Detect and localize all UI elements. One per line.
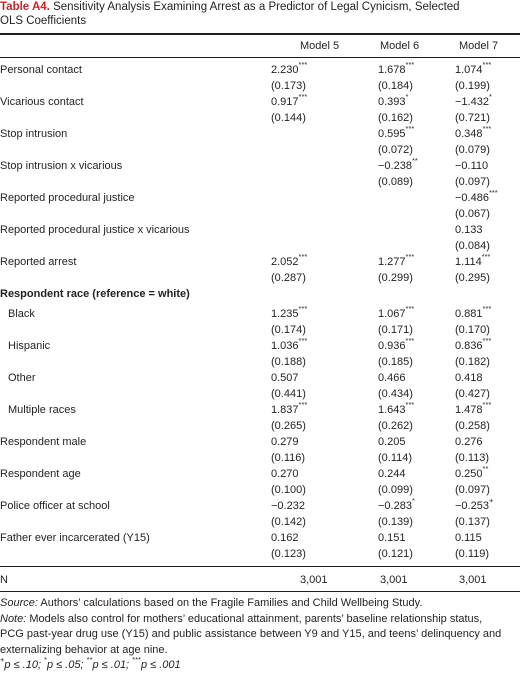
n-model-7: 3,001 — [459, 574, 487, 586]
coefficient-model-7 — [455, 498, 493, 514]
significance-marker: *** — [298, 92, 308, 102]
significance-marker: *** — [482, 336, 492, 346]
significance-marker: *** — [488, 188, 498, 198]
coefficient-value: −0.253 — [455, 500, 489, 512]
standard-error-model-6: (0.139) — [378, 516, 413, 528]
row-label: Reported procedural justice — [0, 192, 135, 204]
n-model-6: 3,001 — [380, 574, 408, 586]
n-rule — [0, 566, 520, 567]
coefficient-value: 1.643 — [378, 404, 406, 416]
significance-marker: * — [488, 92, 492, 102]
coefficient-model-6 — [378, 338, 414, 354]
coefficient-value: 1.074 — [455, 64, 483, 76]
coefficient-model-7 — [455, 126, 491, 142]
significance-marker: *** — [405, 60, 415, 70]
coefficient-model-5 — [271, 254, 307, 270]
header-rule — [0, 57, 520, 58]
standard-error-model-7: (0.097) — [455, 176, 490, 188]
coefficient-model-7 — [455, 402, 491, 418]
sig-1-text: p ≤ .05; — [46, 659, 87, 671]
significance-marker: *** — [482, 60, 492, 70]
coefficient-value: −0.238 — [378, 160, 412, 172]
coefficient-model-6 — [378, 402, 414, 418]
sig-1: * — [44, 655, 47, 665]
coefficient-model-7 — [455, 306, 491, 322]
significance-marker: ** — [411, 156, 418, 166]
coefficient-model-6 — [378, 158, 418, 174]
significance-marker: *** — [298, 400, 308, 410]
coefficient-value: 0.917 — [271, 96, 299, 108]
row-label: Stop intrusion x vicarious — [0, 160, 123, 172]
coefficient-model-6 — [378, 62, 414, 78]
coefficient-model-5 — [271, 62, 307, 78]
coefficient-value: 1.235 — [271, 308, 299, 320]
row-label: Vicarious contact — [0, 96, 84, 108]
note-line3: externalizing behavior at age nine. — [0, 643, 168, 656]
coefficient-value: 0.836 — [455, 340, 483, 352]
standard-error-model-5: (0.174) — [271, 324, 306, 336]
row-label: Reported arrest — [0, 256, 77, 268]
standard-error-model-7: (0.427) — [455, 388, 490, 400]
sig-3-text: p ≤ .001 — [140, 659, 181, 671]
standard-error-model-5: (0.100) — [271, 484, 306, 496]
coefficient-value: 0.244 — [378, 468, 406, 480]
standard-error-model-5: (0.287) — [271, 272, 306, 284]
coefficient-value: 1.067 — [378, 308, 406, 320]
coefficient-value: −1.432 — [455, 96, 489, 108]
significance-note — [0, 655, 520, 674]
significance-marker: *** — [298, 252, 308, 262]
standard-error-model-5: (0.142) — [271, 516, 306, 528]
coefficient-model-5 — [271, 402, 307, 418]
coefficient-model-6 — [378, 530, 406, 546]
coefficient-model-5 — [271, 466, 299, 482]
coefficient-model-7 — [455, 530, 482, 546]
standard-error-model-5: (0.265) — [271, 420, 306, 432]
significance-marker: *** — [298, 304, 308, 314]
coefficient-model-7 — [455, 370, 483, 386]
table-number: Table A4. — [0, 1, 50, 13]
standard-error-model-7: (0.067) — [455, 208, 490, 220]
coefficient-value: 0.270 — [271, 468, 299, 480]
coefficient-value: 0.393 — [378, 96, 406, 108]
source-text: Authors’ calculations based on the Fragile Families and Child Wellbeing Study. — [37, 597, 423, 609]
standard-error-model-5: (0.441) — [271, 388, 306, 400]
row-label: Other — [8, 372, 36, 384]
n-model-5: 3,001 — [300, 574, 328, 586]
coefficient-value: 0.250 — [455, 468, 483, 480]
row-label: Respondent male — [0, 436, 87, 448]
sig-3: *** — [132, 655, 141, 665]
coefficient-value: 0.276 — [455, 436, 483, 448]
coefficient-model-6 — [378, 94, 408, 110]
coefficient-model-7 — [455, 190, 498, 206]
standard-error-model-6: (0.184) — [378, 80, 413, 92]
note-line1: Models also control for mothers’ educational attainment, parents’ baseline relationship status, — [26, 612, 483, 625]
coefficient-value: 0.418 — [455, 372, 483, 384]
standard-error-model-6: (0.114) — [378, 452, 413, 464]
row-label: Respondent age — [0, 468, 81, 480]
coefficient-value: 0.162 — [271, 532, 299, 544]
row-label: Reported procedural justice x vicarious — [0, 224, 190, 236]
standard-error-model-7: (0.295) — [455, 272, 490, 284]
standard-error-model-7: (0.084) — [455, 240, 490, 252]
source-note — [0, 596, 520, 612]
coefficient-model-5 — [271, 498, 305, 514]
coefficient-value: 0.279 — [271, 436, 299, 448]
row-label: Black — [8, 308, 35, 320]
standard-error-model-7: (0.258) — [455, 420, 490, 432]
standard-error-model-6: (0.099) — [378, 484, 413, 496]
col-header-model-6: Model 6 — [380, 40, 420, 52]
coefficient-model-6 — [378, 126, 414, 142]
coefficient-model-6 — [378, 498, 415, 514]
significance-marker: *** — [481, 252, 491, 262]
standard-error-model-7: (0.079) — [455, 144, 490, 156]
row-label: Stop intrusion — [0, 128, 68, 140]
coefficient-value: 0.595 — [378, 128, 406, 140]
source-label: Source: — [0, 597, 38, 609]
coefficient-model-7 — [455, 94, 492, 110]
sig-plus: + — [0, 655, 5, 665]
standard-error-model-6: (0.089) — [378, 176, 413, 188]
significance-marker: * — [411, 496, 415, 506]
significance-marker: *** — [298, 60, 308, 70]
coefficient-value: 0.881 — [455, 308, 483, 320]
coefficient-model-5 — [271, 306, 307, 322]
coefficient-model-6 — [378, 254, 414, 270]
standard-error-model-7: (0.182) — [455, 356, 490, 368]
standard-error-model-6: (0.299) — [378, 272, 413, 284]
row-label: Police officer at school — [0, 500, 110, 512]
col-header-model-7: Model 7 — [459, 40, 499, 52]
significance-marker: *** — [482, 124, 492, 134]
coefficient-model-5 — [271, 338, 307, 354]
coefficient-value: 0.466 — [378, 372, 406, 384]
coefficient-value: −0.486 — [455, 192, 489, 204]
standard-error-model-7: (0.137) — [455, 516, 490, 528]
top-rule — [0, 33, 520, 35]
row-label: Multiple races — [8, 404, 76, 416]
row-label: Personal contact — [0, 64, 82, 76]
bottom-rule — [0, 591, 520, 592]
coefficient-value: 1.837 — [271, 404, 299, 416]
standard-error-model-7: (0.097) — [455, 484, 490, 496]
coefficient-value: 2.230 — [271, 64, 299, 76]
coefficient-value: −0.232 — [271, 500, 305, 512]
standard-error-model-7: (0.113) — [455, 452, 490, 464]
standard-error-model-7: (0.721) — [455, 112, 490, 124]
sig-2-text: p ≤ .01; — [92, 659, 133, 671]
coefficient-value: 1.478 — [455, 404, 483, 416]
coefficient-model-5 — [271, 370, 299, 386]
coefficient-value: 0.205 — [378, 436, 406, 448]
standard-error-model-5: (0.123) — [271, 548, 306, 560]
note-line2: PCG past-year drug use (Y15) and public assistance between Y9 and Y15, and teens’ delinquency and — [0, 628, 502, 640]
significance-marker: *** — [405, 304, 415, 314]
coefficient-model-7 — [455, 62, 491, 78]
coefficient-model-5 — [271, 434, 299, 450]
group-heading: Respondent race (reference = white) — [0, 288, 190, 300]
coefficient-value: 1.114 — [455, 256, 482, 268]
table-notes — [0, 596, 520, 674]
coefficient-value: 0.115 — [455, 532, 482, 544]
sig-plus-text: p ≤ .10; — [4, 659, 45, 671]
col-header-model-5: Model 5 — [300, 40, 340, 52]
coefficient-value: 1.277 — [378, 256, 406, 268]
coefficient-value: 1.678 — [378, 64, 406, 76]
table-title — [0, 0, 520, 28]
coefficient-model-5 — [271, 94, 307, 110]
sig-2: ** — [86, 655, 93, 665]
coefficient-value: 0.507 — [271, 372, 299, 384]
significance-marker: *** — [482, 304, 492, 314]
significance-marker: ** — [482, 464, 489, 474]
coefficient-value: 0.348 — [455, 128, 483, 140]
standard-error-model-6: (0.171) — [378, 324, 413, 336]
standard-error-model-6: (0.262) — [378, 420, 413, 432]
standard-error-model-6: (0.162) — [378, 112, 413, 124]
row-label: Hispanic — [8, 340, 51, 352]
coefficient-model-7 — [455, 466, 488, 482]
standard-error-model-7: (0.119) — [455, 548, 490, 560]
standard-error-model-7: (0.199) — [455, 80, 490, 92]
standard-error-model-7: (0.170) — [455, 324, 490, 336]
standard-error-model-5: (0.188) — [271, 356, 306, 368]
significance-marker: + — [488, 496, 494, 506]
coefficient-model-6 — [378, 466, 406, 482]
significance-marker: * — [405, 92, 409, 102]
row-label: Father ever incarcerated (Y15) — [0, 532, 150, 544]
coefficient-model-6 — [378, 306, 414, 322]
coefficient-value: 2.052 — [271, 256, 299, 268]
significance-marker: *** — [405, 124, 415, 134]
title-text-line2: OLS Coefficients — [0, 15, 87, 27]
n-label: N — [0, 574, 8, 586]
standard-error-model-6: (0.121) — [378, 548, 413, 560]
significance-marker: *** — [298, 336, 308, 346]
coefficient-value: −0.110 — [455, 160, 489, 172]
standard-error-model-5: (0.116) — [271, 452, 306, 464]
title-text-line1: Sensitivity Analysis Examining Arrest as a Predictor of Legal Cynicism, Selected — [53, 1, 460, 13]
significance-marker: *** — [405, 400, 415, 410]
significance-marker: *** — [405, 252, 415, 262]
coefficient-model-5 — [271, 530, 299, 546]
coefficient-model-7 — [455, 158, 488, 174]
coefficient-value: 0.133 — [455, 224, 483, 236]
note-label: Note: — [0, 612, 27, 625]
coefficient-model-7 — [455, 434, 483, 450]
coefficient-model-6 — [378, 370, 406, 386]
coefficient-model-6 — [378, 434, 406, 450]
standard-error-model-5: (0.173) — [271, 80, 306, 92]
significance-marker: *** — [482, 400, 492, 410]
coefficient-value: −0.283 — [378, 500, 412, 512]
significance-marker: *** — [405, 336, 415, 346]
model-note — [0, 612, 520, 628]
standard-error-model-6: (0.185) — [378, 356, 413, 368]
coefficient-model-7 — [455, 222, 483, 238]
coefficient-value: 1.036 — [271, 340, 299, 352]
standard-error-model-6: (0.434) — [378, 388, 413, 400]
standard-error-model-6: (0.072) — [378, 144, 413, 156]
coefficient-value: 0.151 — [378, 532, 406, 544]
coefficient-model-7 — [455, 254, 490, 270]
standard-error-model-5: (0.144) — [271, 112, 306, 124]
coefficient-value: 0.936 — [378, 340, 406, 352]
coefficient-model-7 — [455, 338, 491, 354]
